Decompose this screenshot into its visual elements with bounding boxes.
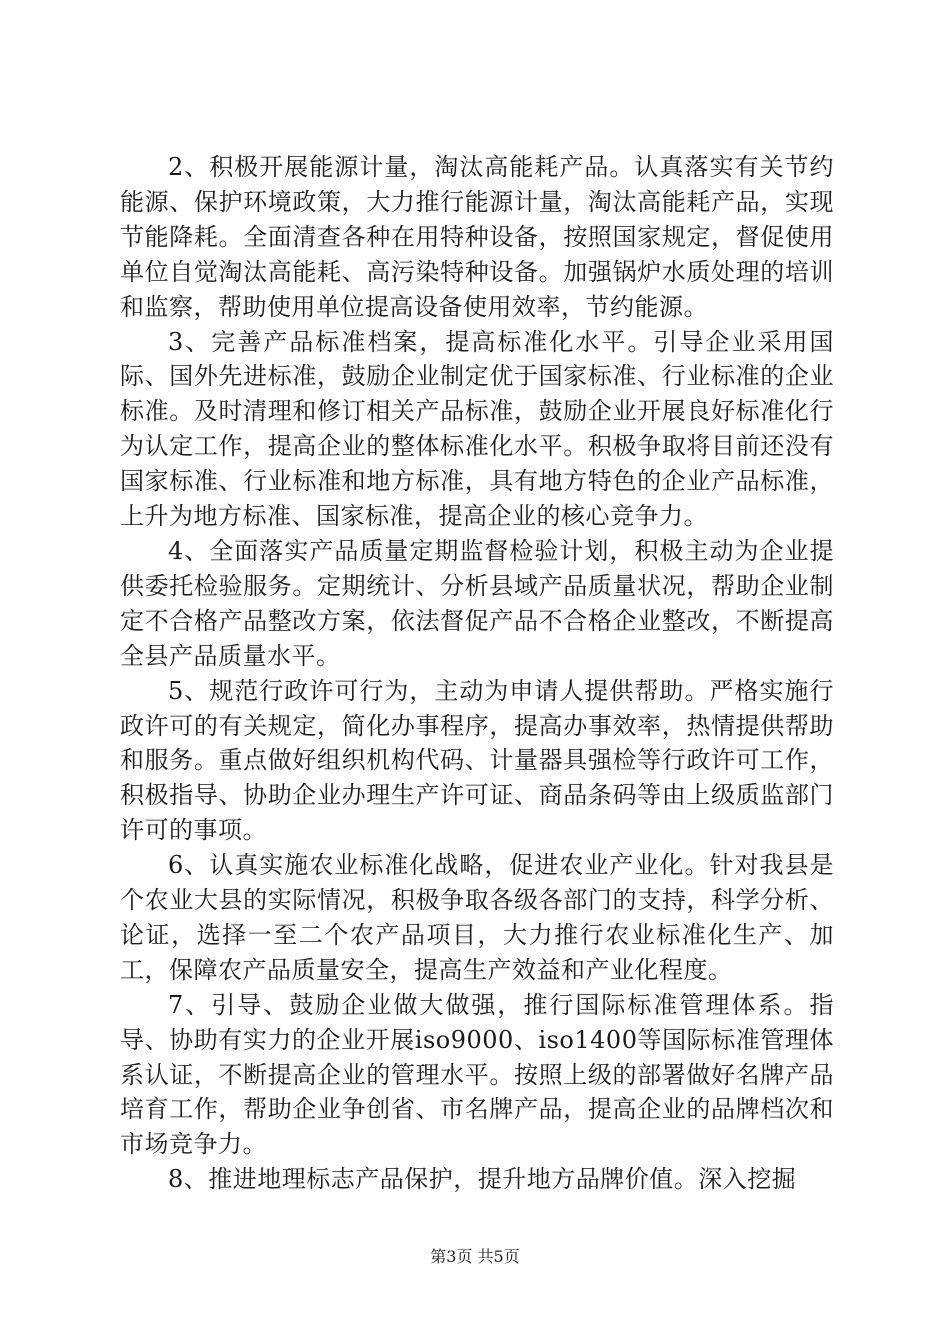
paragraph-5: 5、规范行政许可行为，主动为申请人提供帮助。严格实施行政许可的有关规定，简化办事程序，提高办事效率，热情提供帮助和服务。重点做好组织机构代码、计量器具强检等行政许可工作，积极指导、协助企业办理生产许可证、商品条码等由上级质监部门许可的事项。 [120,676,834,845]
paragraph-7: 7、引导、鼓励企业做大做强，推行国际标准管理体系。指导、协助有实力的企业开展iso9000、iso1400等国际标准管理体系认证，不断提高企业的管理水平。按照上级的部署做好名牌产品培育工作，帮助企业争创省、市名牌产品，提高企业的品牌档次和市场竞争力。 [120,990,834,1159]
document-body [120,150,834,1197]
paragraph-3: 3、完善产品标准档案，提高标准化水平。引导企业采用国际、国外先进标准，鼓励企业制定优于国家标准、行业标准的企业标准。及时清理和修订相关产品标准，鼓励企业开展良好标准化行为认定工作，提高企业的整体标准化水平。积极争取将目前还没有国家标准、行业标准和地方标准，具有地方特色的企业产品标准，上升为地方标准、国家标准，提高企业的核心竞争力。 [120,327,834,531]
page-footer: 第3页 共5页 [430,1247,520,1266]
paragraph-6: 6、认真实施农业标准化战略，促进农业产业化。针对我县是个农业大县的实际情况，积极争取各级各部门的支持，科学分析、论证，选择一至二个农产品项目，大力推行农业标准化生产、加工，保障农产品质量安全，提高生产效益和产业化程度。 [120,851,834,984]
paragraph-2: 2、积极开展能源计量，淘汰高能耗产品。认真落实有关节约能源、保护环境政策，大力推行能源计量，淘汰高能耗产品，实现节能降耗。全面清查各种在用特种设备，按照国家规定，督促使用单位自觉淘汰高能耗、高污染特种设备。加强锅炉水质处理的培训和监察，帮助使用单位提高设备使用效率，节约能源。 [120,153,834,321]
paragraph-4: 4、全面落实产品质量定期监督检验计划，积极主动为企业提供委托检验服务。定期统计、分析县域产品质量状况，帮助企业制定不合格产品整改方案，依法督促产品不合格企业整改，不断提高全县产品质量水平。 [120,536,834,670]
paragraph-8: 8、推进地理标志产品保护，提升地方品牌价值。深入挖掘 [168,1165,797,1194]
